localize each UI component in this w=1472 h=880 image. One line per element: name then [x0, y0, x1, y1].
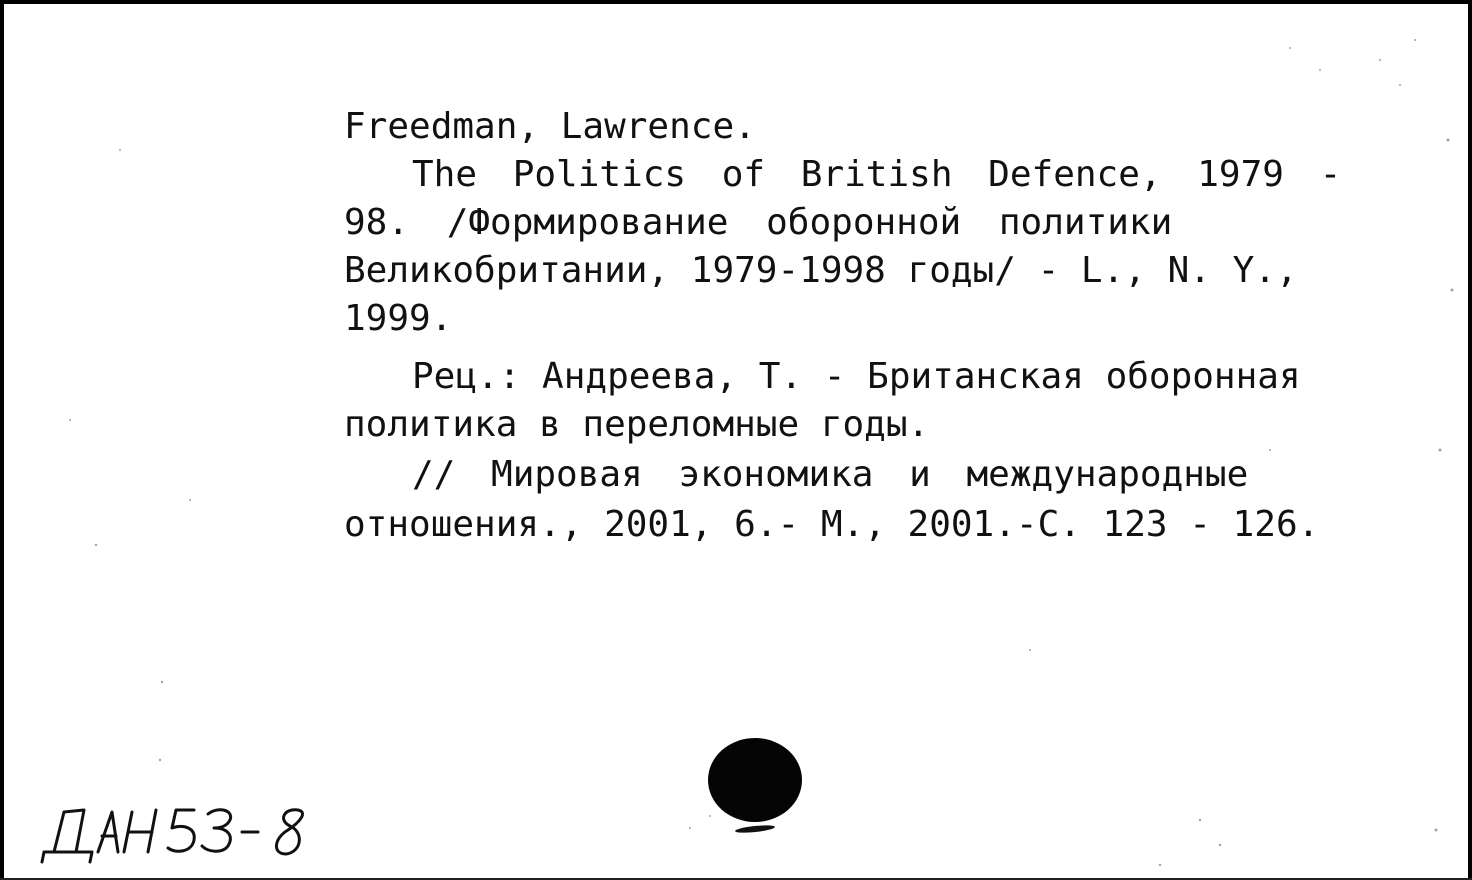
handwritten-shelf-mark — [36, 790, 336, 870]
title-line-3: Великобритании, 1979-1998 годы/ - L., N. Y., — [344, 250, 1298, 291]
review-line-2: политика в переломные годы. — [344, 404, 930, 445]
title-line-2: 98. /Формирование оборонной политики — [344, 202, 1173, 243]
title-line-1: The Politics of British Defence, 1979 - — [412, 154, 1342, 195]
punch-hole-icon — [708, 738, 802, 822]
review-line-1: Рец.: Андреева, Т. - Британская оборонная — [412, 356, 1301, 397]
author-heading: Freedman, Lawrence. — [344, 106, 756, 147]
source-line-2: отношения., 2001, 6.- М., 2001.-С. 123 - 126. — [344, 504, 1320, 545]
title-line-4: 1999. — [344, 298, 453, 339]
source-line-1: // Мировая экономика и международные — [412, 454, 1249, 495]
